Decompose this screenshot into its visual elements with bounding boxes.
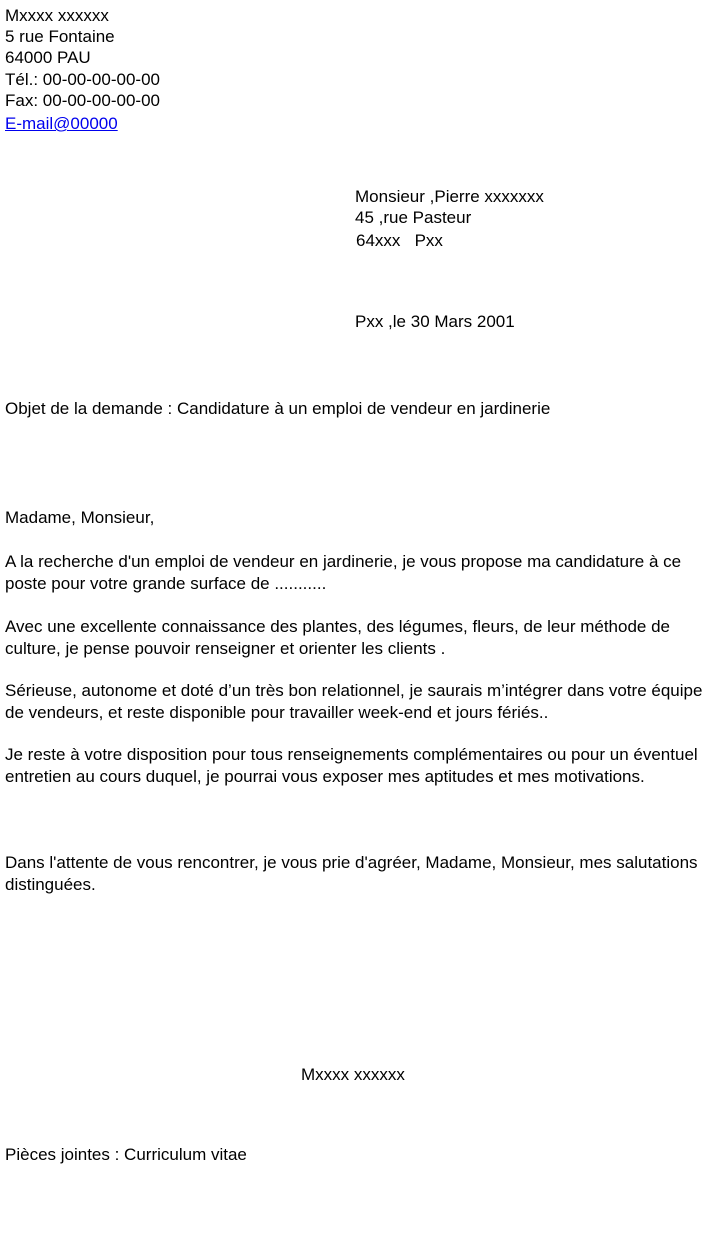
paragraph-2: Avec une excellente connaissance des plantes, des légumes, fleurs, de leur méthode de culture, je pense pouvoir renseigner et orienter les clients . [5,617,670,658]
place-date: Pxx ,le 30 Mars 2001 [355,312,515,331]
recipient-name: Monsieur ,Pierre xxxxxxx [355,187,544,206]
sender-name: Mxxxx xxxxxx [5,6,109,25]
recipient-city: 64xxx Pxx [356,231,443,250]
sender-email-link[interactable]: E-mail@00000 [5,114,118,133]
subject-line: Objet de la demande : Candidature à un emploi de vendeur en jardinerie [5,399,551,418]
paragraph-3: Sérieuse, autonome et doté d’un très bon relationnel, je saurais m’intégrer dans votre équipe de vendeurs, et reste disponible pour travailler week-end et jours fériés.. [5,681,703,722]
sender-street: 5 rue Fontaine [5,27,115,46]
paragraph-4: Je reste à votre disposition pour tous renseignements complémentaires ou pour un éventuel entretien au cours duquel, je pourrai vous exposer mes aptitudes et mes motivations. [5,745,698,786]
sender-city: 64000 PAU [5,48,91,67]
salutation: Madame, Monsieur, [5,508,155,527]
recipient-street: 45 ,rue Pasteur [355,208,472,227]
sender-phone: Tél.: 00-00-00-00-00 [5,70,160,89]
sender-fax: Fax: 00-00-00-00-00 [5,91,160,110]
signature: Mxxxx xxxxxx [301,1065,405,1084]
paragraph-1: A la recherche d'un emploi de vendeur en jardinerie, je vous propose ma candidature à ce poste pour votre grande surface de ........... [5,552,682,593]
paragraph-5: Dans l'attente de vous rencontrer, je vous prie d'agréer, Madame, Monsieur, mes salutations distinguées. [5,853,698,894]
attachments-line: Pièces jointes : Curriculum vitae [5,1145,247,1164]
